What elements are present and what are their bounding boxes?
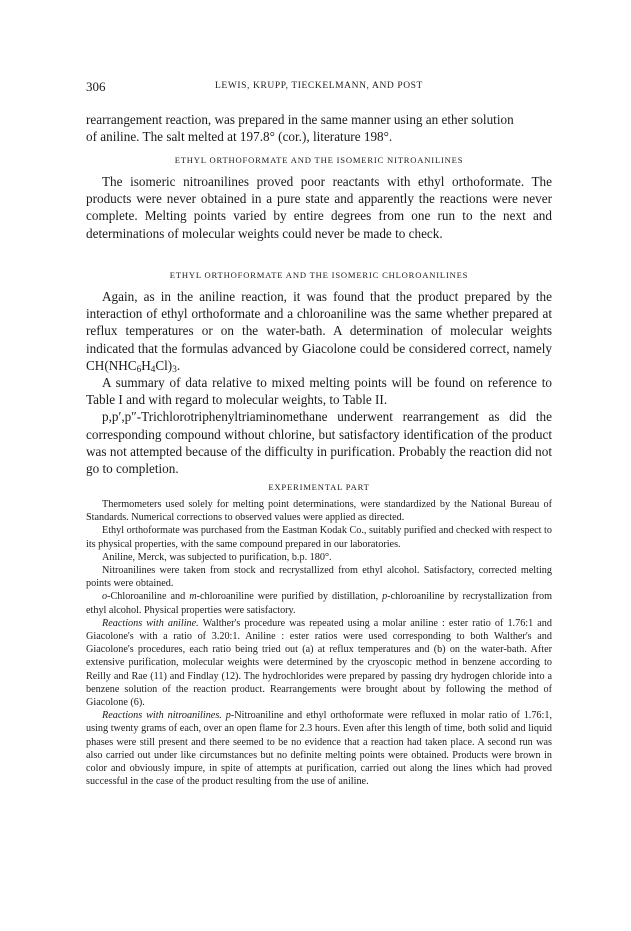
intro-line-2: of aniline. The salt melted at 197.8° (cor.), literature 198°. — [86, 129, 393, 145]
chloroanilines-materials-paragraph: o-Chloroaniline and m-chloroaniline were purified by distillation, p-chloroaniline by recrystallization from ethyl alcohol. Physical properties were satisfactory. — [86, 591, 552, 616]
chloroanilines-paragraph-3: p,p′,p″-Trichlorotriphenyltriaminomethane underwent rearrangement as did the corresponding compound without chlorine, but satisfactory identification of the product was not attempted because of the difficulty in purification. Probably the reaction did not go to completion. — [86, 409, 552, 477]
reactions-aniline-title: Reactions with aniline. — [102, 617, 199, 629]
nitroanilines-paragraph: The isomeric nitroanilines proved poor reactants with ethyl orthoformate. The products were never obtained in a pure state and apparently the reactions were never complete. Melting points varied by entire degrees from one run to the next and determinations of molecular weights could never be made to check. — [86, 174, 552, 241]
heading-nitroanilines: ETHYL ORTHOFORMATE AND THE ISOMERIC NITROANILINES — [174, 155, 464, 165]
chloroanilines-paragraph-2: A summary of data relative to mixed melting points will be found on reference to Table I and with regard to molecular weights, to Table II. — [86, 375, 552, 408]
thermometers-paragraph: Thermometers used solely for melting point determinations, were standardized by the National Bureau of Standards. Numerical corrections to observed values were applied as directed. — [86, 499, 552, 524]
chloroanilines-paragraph-1 — [86, 288, 552, 374]
section-chloroanilines-body — [86, 288, 552, 477]
ethyl-orthoformate-paragraph: Ethyl orthoformate was purchased from the Eastman Kodak Co., suitably purified and checked with respect to its physical properties, with the same compound prepared in our laboratories. — [86, 525, 552, 550]
reactions-nitro-title: Reactions with nitroanilines. — [102, 710, 222, 722]
reactions-with-nitroanilines-paragraph: Reactions with nitroanilines. p-Nitroaniline and ethyl orthoformate were refluxed in molar ratio of 1.76:1, using twenty grams of each, over an open flame for 2.3 hours. Even after this length of time, both solid and liquid phases were still present and there seemed to be no evidence that a reaction had taken place. A second run was also carried out under like circumstances but no definite melting points were obtained. Products were brown in color and obviously impure, in spite of attempts at purification, carried out along the lines which had proved successful in the case of the product resulting from the use of aniline. — [86, 710, 552, 788]
intro-line-1: rearrangement reaction, was prepared in the same manner using an ether solution — [86, 112, 514, 127]
running-header — [86, 79, 552, 95]
nitroanilines-materials-paragraph: Nitroanilines were taken from stock and recrystallized from ethyl alcohol. Satisfactory, corrected melting points were obtained. — [86, 565, 552, 590]
intro-continuation — [86, 111, 552, 145]
header-authors: LEWIS, KRUPP, TIECKELMANN, AND POST — [215, 81, 423, 91]
aniline-paragraph: Aniline, Merck, was subjected to purification, b.p. 180°. — [102, 551, 332, 563]
heading-chloroanilines: ETHYL ORTHOFORMATE AND THE ISOMERIC CHLOROANILINES — [169, 270, 469, 280]
heading-experimental-part: EXPERIMENTAL PART — [268, 482, 370, 492]
chloro-p1-text: Again, as in the aniline reaction, it was found that the product prepared by the interaction of ethyl orthoformate and a chloroaniline was the same whether prepared at reflux temperatures or on the water-bath. A determination of molecular weights indicated that the formulas advanced by Giacolone could be considered correct, namely — [86, 289, 552, 356]
reactions-with-aniline-paragraph: Reactions with aniline. Walther's procedure was repeated using a molar aniline : ester ratio of 1.76:1 and Giacolone's with a ratio of 3.20:1. Aniline : ester ratios were used corresponding to both Walther's and Giacolone's procedures, each ratio being tried out (a) at reflux temperatures and (b) on the water-bath. After extensive purification, molecular weights were determined by the cryoscopic method in benzene according to Reilly and Rae (11) and Findlay (12). The hydrochlorides were prepared by passing dry hydrogen chloride into a benzene solution of the reaction product. Rearrangements were brought about by following the method of Giacolone (6). — [86, 617, 552, 709]
formula-text: $CH(NHC_6H_4Cl)_3$. — [86, 357, 181, 374]
section-nitroanilines-body — [86, 173, 552, 242]
experimental-body — [86, 498, 552, 788]
page-number: 306 — [86, 79, 106, 94]
